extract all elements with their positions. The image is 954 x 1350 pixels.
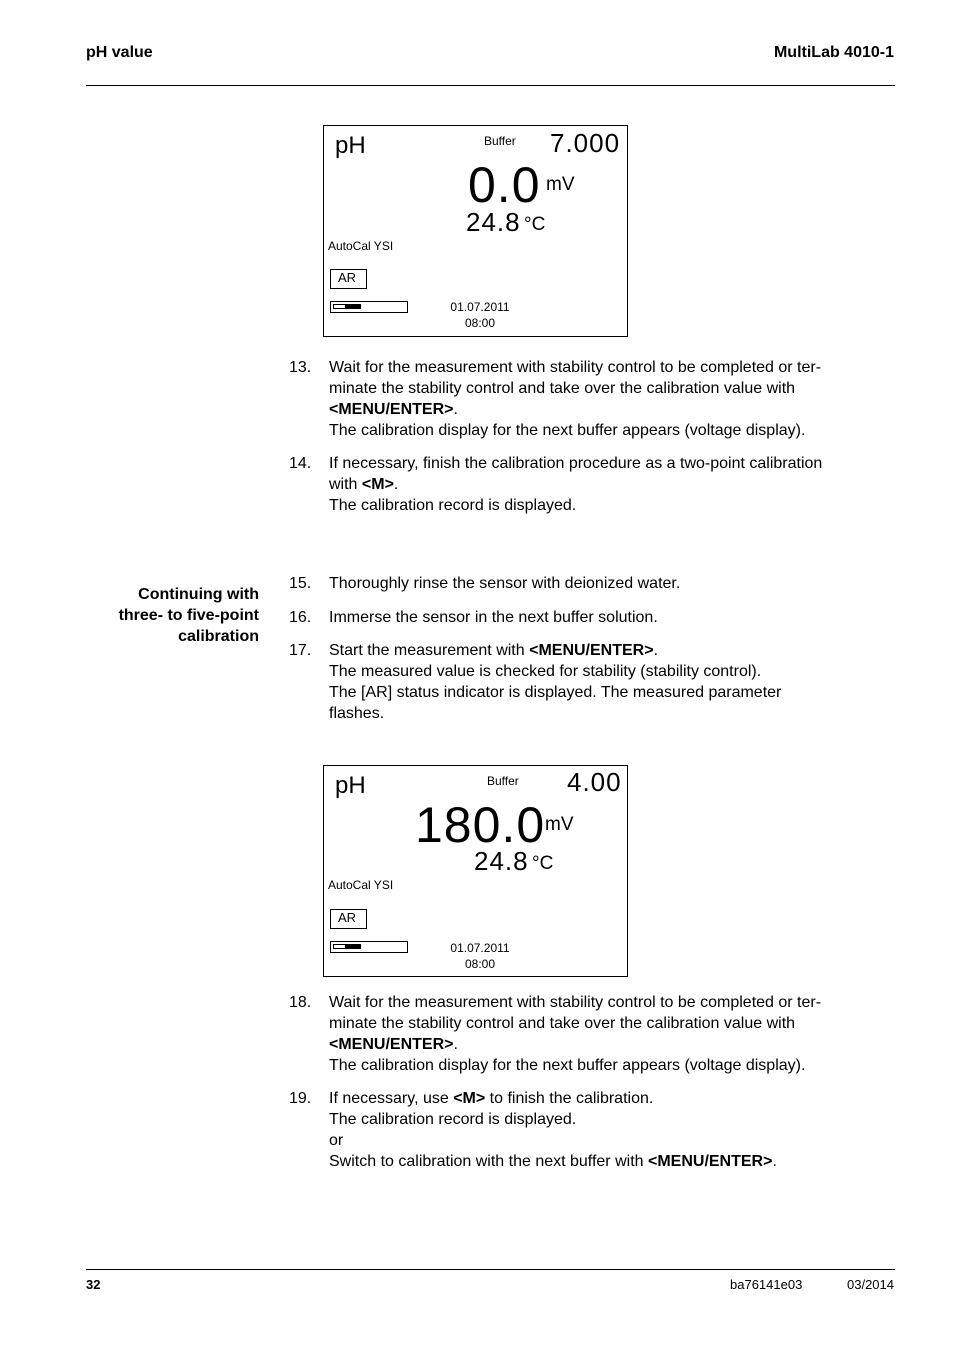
stability-bar-fill	[345, 304, 361, 309]
running-header-right: MultiLab 4010-1	[773, 44, 894, 61]
step-line: flashes.	[329, 705, 385, 722]
step-line: If necessary, use <M> to finish the calibration.	[329, 1090, 654, 1107]
stability-bar	[330, 301, 408, 313]
step-number: 16.	[289, 609, 312, 626]
step-line: minate the stability control and take over the calibration value with	[329, 1015, 796, 1032]
key-name: <M>	[453, 1090, 486, 1107]
step-line: Start the measurement with <MENU/ENTER>.	[329, 642, 659, 659]
side-heading-line: calibration	[178, 628, 259, 645]
step-line: The calibration display for the next buffer appears (voltage display).	[329, 1057, 806, 1074]
page-number: 32	[86, 1277, 101, 1292]
meter-display-2	[323, 765, 628, 977]
display-parameter: pH	[335, 772, 366, 799]
side-heading-line: Continuing with	[138, 586, 259, 603]
display-buffer-value: 4.00	[567, 767, 622, 797]
step-line: Wait for the measurement with stability control to be completed or ter-	[329, 359, 822, 376]
step-line: The calibration record is displayed.	[329, 497, 577, 514]
display-temperature-value: 24.8	[466, 207, 521, 237]
key-name: <MENU/ENTER>	[529, 642, 654, 659]
step-line: The calibration record is displayed.	[329, 1111, 577, 1128]
stability-bar-fill	[345, 944, 361, 949]
step-number: 17.	[289, 642, 312, 659]
key-name: <MENU/ENTER>	[329, 1036, 454, 1053]
display-date: 01.07.2011	[450, 300, 510, 314]
display-parameter: pH	[335, 132, 366, 159]
step-text	[329, 640, 884, 724]
display-temperature-unit: °C	[532, 853, 554, 874]
step-text	[329, 357, 884, 441]
display-status-ar: AR	[330, 909, 367, 929]
display-buffer-label: Buffer	[484, 134, 516, 148]
step-line: The measured value is checked for stability (stability control).	[329, 663, 762, 680]
step-line: The [AR] status indicator is displayed. The measured parameter	[329, 684, 782, 701]
step-number: 13.	[289, 359, 312, 376]
footer-rule	[86, 1269, 895, 1270]
step-text	[329, 1088, 884, 1172]
display-main-value: 180.0	[415, 797, 546, 853]
display-temperature-unit: °C	[524, 214, 546, 235]
step-text	[329, 607, 884, 628]
display-main-unit: mV	[545, 814, 574, 835]
display-temperature-value: 24.8	[474, 846, 529, 876]
step-number: 15.	[289, 575, 312, 592]
stability-bar	[330, 941, 408, 953]
step-text	[329, 992, 884, 1076]
document-date: 03/2014	[847, 1277, 894, 1292]
step-line: minate the stability control and take over the calibration value with	[329, 380, 796, 397]
step-line: <MENU/ENTER>.	[329, 1036, 458, 1053]
display-datetime	[440, 940, 520, 972]
key-name: <M>	[361, 476, 394, 493]
display-status-ar: AR	[330, 269, 367, 289]
display-datetime	[440, 299, 520, 331]
step-number: 18.	[289, 994, 312, 1011]
header-rule	[86, 85, 895, 86]
display-date: 01.07.2011	[450, 941, 510, 955]
step-text	[329, 453, 884, 516]
key-name: <MENU/ENTER>	[329, 401, 454, 418]
step-line: Immerse the sensor in the next buffer solution.	[329, 609, 658, 626]
step-line: Wait for the measurement with stability control to be completed or ter-	[329, 994, 822, 1011]
step-line: The calibration display for the next buffer appears (voltage display).	[329, 422, 806, 439]
display-buffer-label: Buffer	[487, 774, 519, 788]
side-heading	[119, 584, 259, 647]
step-line: Thoroughly rinse the sensor with deionized water.	[329, 575, 681, 592]
step-line: or	[329, 1132, 344, 1149]
step-line: Switch to calibration with the next buffer with <MENU/ENTER>.	[329, 1153, 777, 1170]
display-time: 08:00	[464, 957, 496, 971]
display-mode: AutoCal YSI	[328, 239, 394, 253]
step-line: If necessary, finish the calibration procedure as a two-point calibration	[329, 455, 823, 472]
step-line: with <M>.	[329, 476, 399, 493]
step-line: <MENU/ENTER>.	[329, 401, 458, 418]
step-number: 14.	[289, 455, 312, 472]
step-number: 19.	[289, 1090, 312, 1107]
running-header-left: pH value	[86, 44, 153, 61]
display-main-value: 0.0	[468, 157, 541, 213]
display-mode: AutoCal YSI	[328, 878, 394, 892]
display-buffer-value: 7.000	[550, 128, 621, 158]
document-number: ba76141e03	[730, 1277, 803, 1292]
meter-display-1	[323, 125, 628, 337]
key-name: <MENU/ENTER>	[647, 1153, 773, 1170]
display-main-unit: mV	[546, 174, 575, 195]
step-text	[329, 573, 884, 594]
display-time: 08:00	[464, 316, 496, 330]
side-heading-line: three- to five-point	[118, 607, 259, 624]
